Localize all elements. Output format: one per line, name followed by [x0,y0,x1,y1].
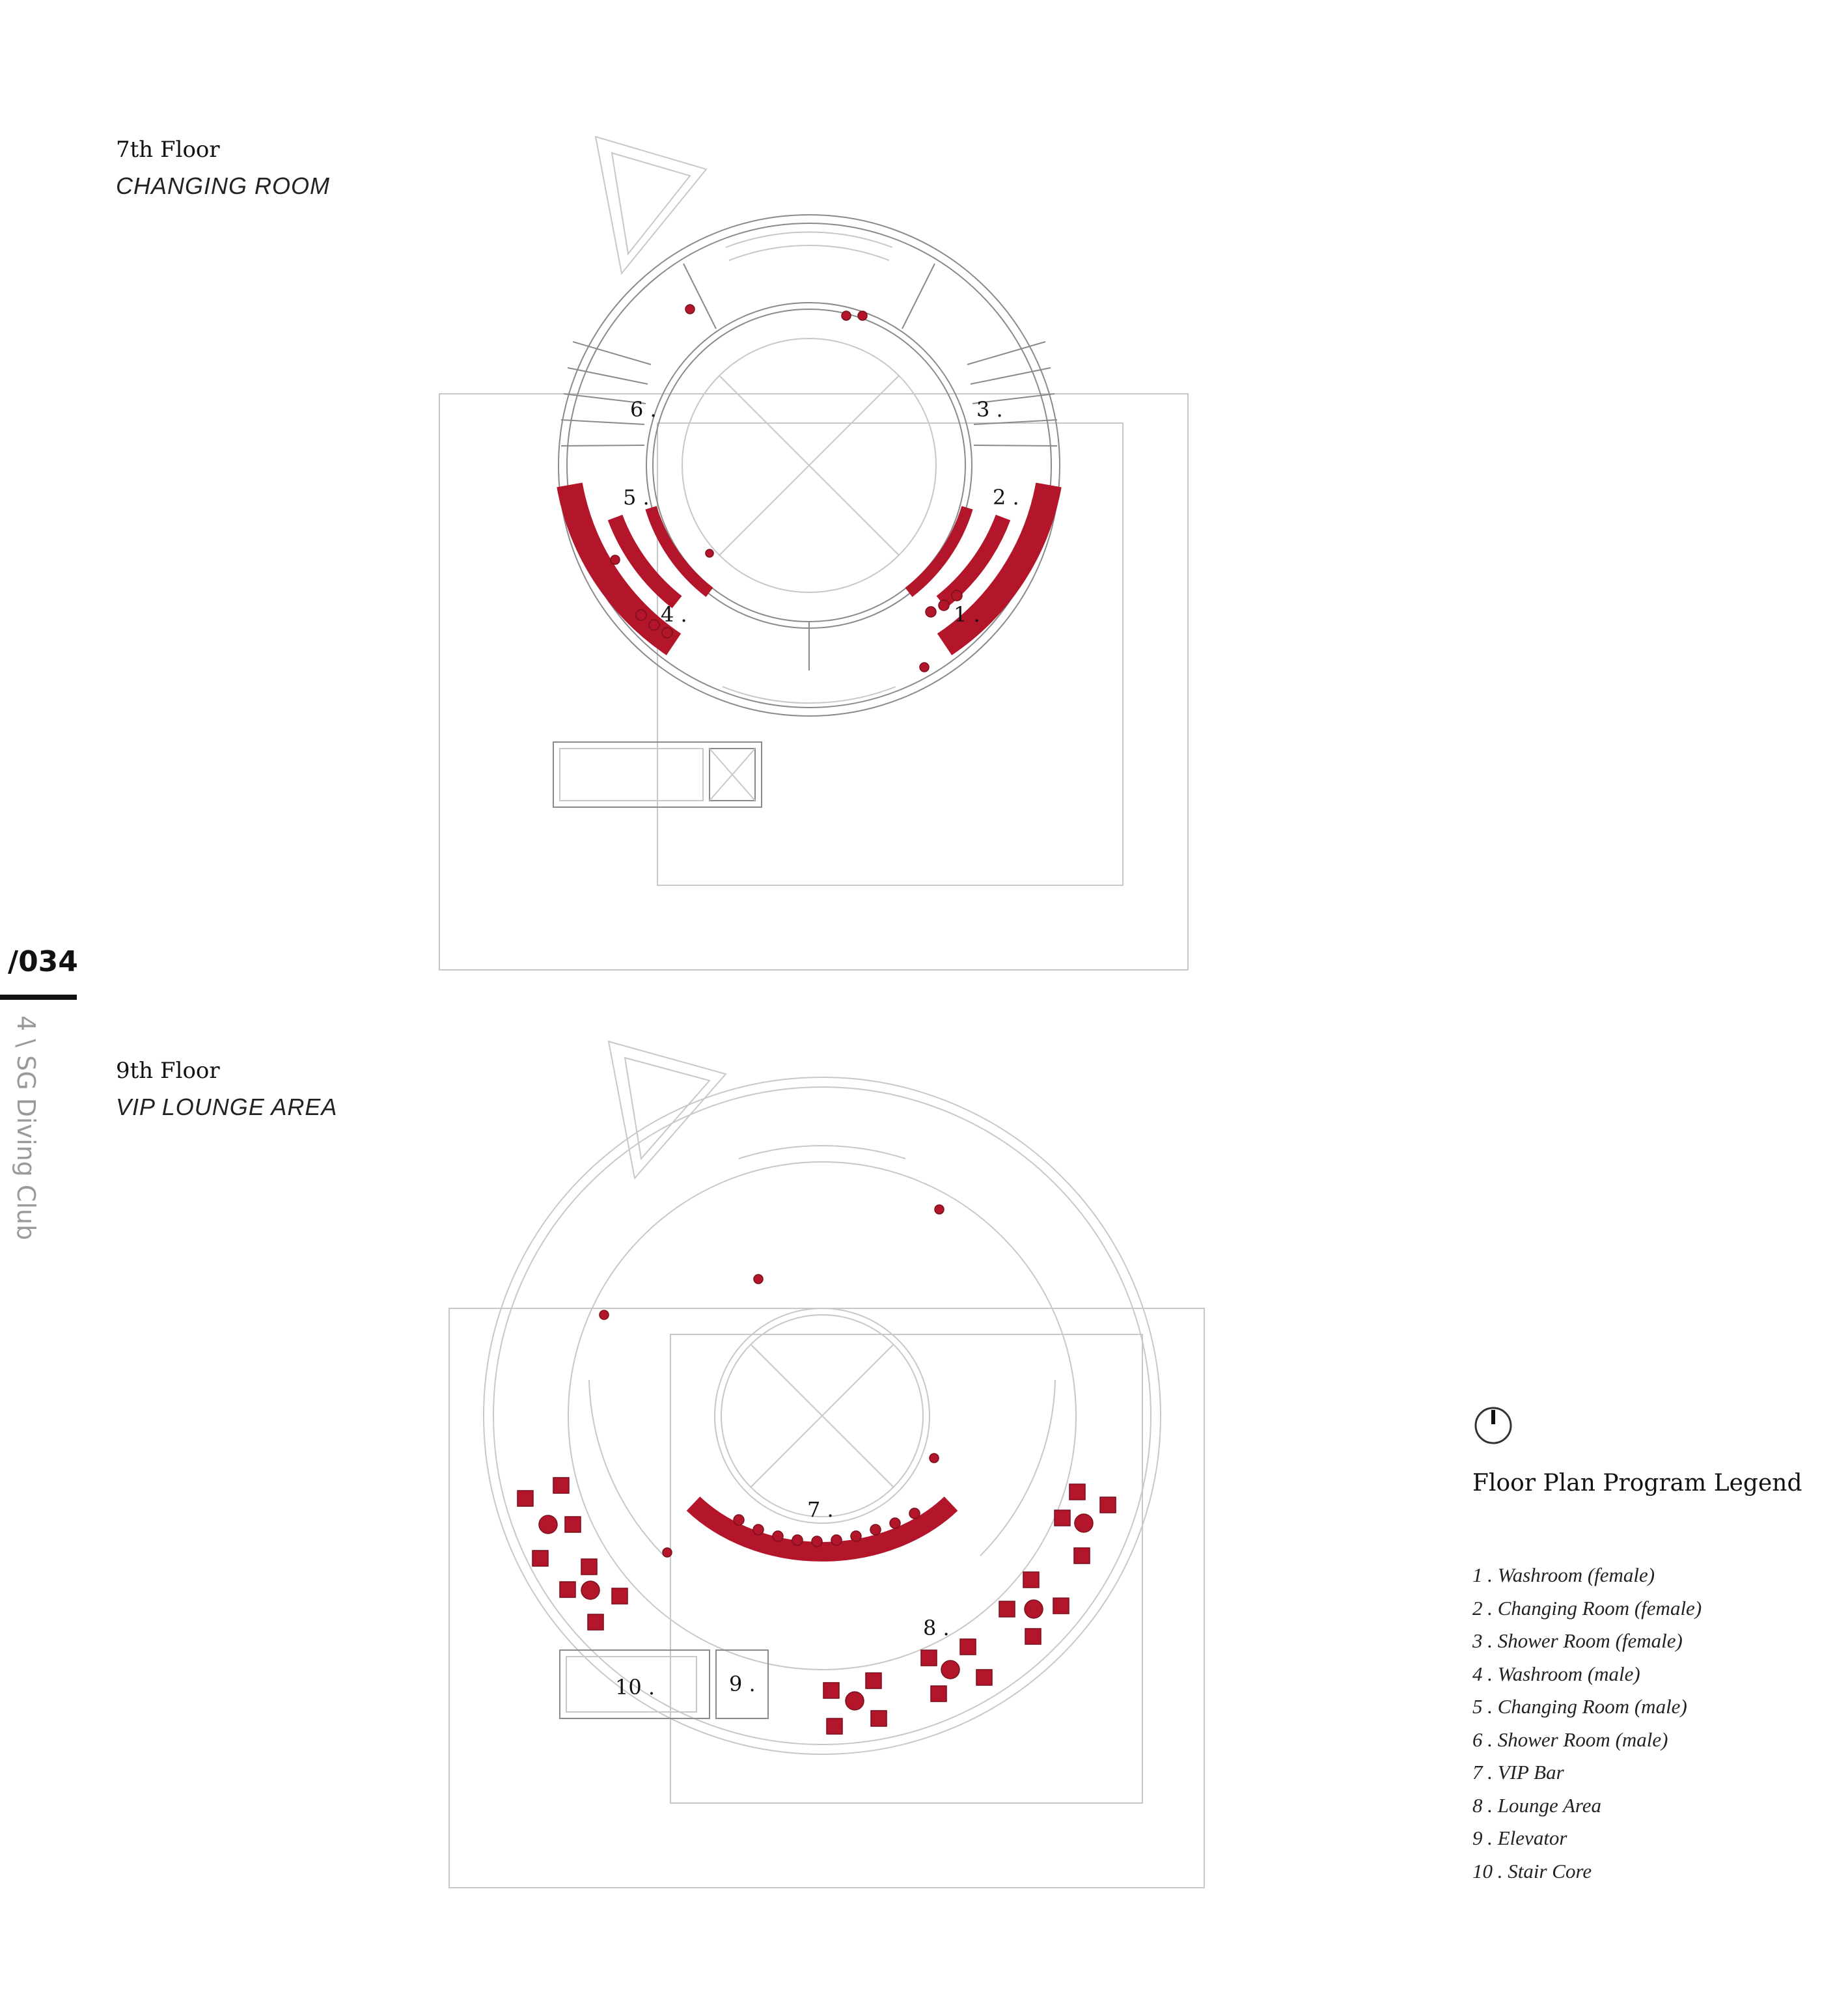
label-9: 9 . [729,1672,756,1696]
label-6: 6 . [630,397,657,422]
floor-9-external-stair [609,1041,726,1178]
legend-item: 6 . Shower Room (male) [1472,1728,1668,1751]
page-number: /034 [8,945,78,978]
legend-item: 7 . VIP Bar [1472,1761,1564,1784]
legend-list [1472,1564,1702,1892]
label-10: 10 . [615,1675,655,1700]
legend-title: Floor Plan Program Legend [1472,1470,1802,1496]
label-3: 3 . [976,397,1003,422]
label-8: 8 . [923,1616,950,1640]
legend-item: 5 . Changing Room (male) [1472,1695,1687,1718]
label-7: 7 . [807,1497,834,1522]
label-5: 5 . [623,485,650,510]
label-4: 4 . [661,602,687,627]
floor-9-site-outline [449,1308,1204,1888]
legend-item: 8 . Lounge Area [1472,1793,1602,1817]
section-label: 4 \ SG Diving Club [12,1015,40,1241]
floor-7-title: 7th Floor [116,137,220,163]
floor-7-subtitle: CHANGING ROOM [116,172,331,199]
floor-9-building [484,1077,1161,1754]
legend-item: 2 . Changing Room (female) [1472,1596,1702,1620]
floor-9-title: 9th Floor [116,1058,220,1084]
legend-item: 9 . Elevator [1472,1827,1567,1849]
legend-item: 10 . Stair Core [1472,1859,1592,1882]
floor-9-subtitle: VIP LOUNGE AREA [116,1094,338,1120]
legend-item: 1 . Washroom (female) [1472,1564,1655,1586]
label-1: 1 . [954,602,980,627]
legend-item: 4 . Washroom (male) [1472,1662,1640,1685]
label-2: 2 . [993,485,1019,510]
legend-item: 3 . Shower Room (female) [1472,1629,1683,1652]
north-arrow-icon [1472,1405,1514,1446]
